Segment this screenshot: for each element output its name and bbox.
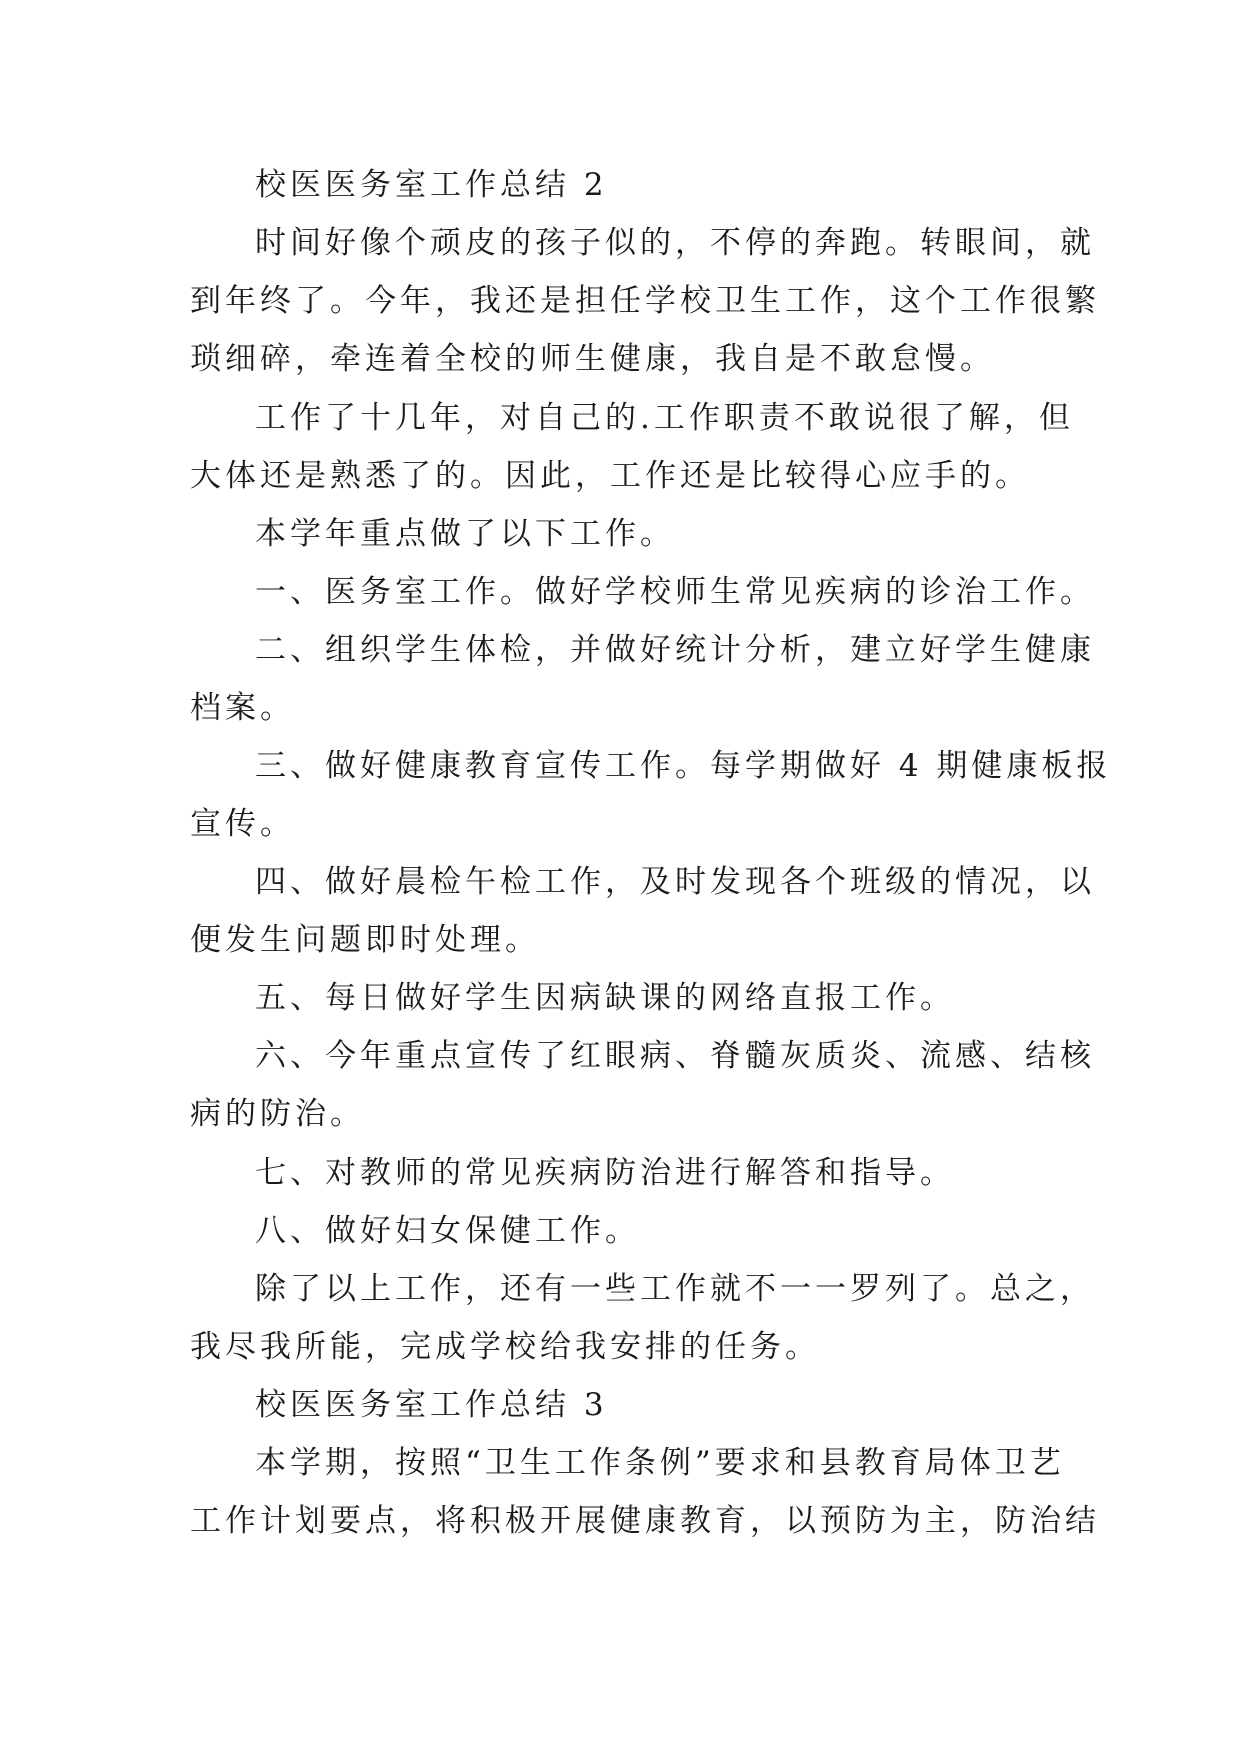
paragraph-line: 工作计划要点，将积极开展健康教育，以预防为主，防治结 bbox=[190, 1503, 1100, 1539]
section-heading: 校医医务室工作总结 2 bbox=[255, 167, 608, 203]
list-item-continuation: 档案。 bbox=[190, 690, 295, 726]
list-item: 五、每日做好学生因病缺课的网络直报工作。 bbox=[255, 980, 955, 1016]
list-item-continuation: 宣传。 bbox=[190, 806, 295, 842]
list-item-continuation: 便发生问题即时处理。 bbox=[190, 922, 540, 958]
paragraph-line: 工作了十几年，对自己的.工作职责不敢说很了解，但 bbox=[255, 400, 1074, 436]
list-item: 七、对教师的常见疾病防治进行解答和指导。 bbox=[255, 1155, 955, 1191]
paragraph-line: 我尽我所能，完成学校给我安排的任务。 bbox=[190, 1329, 820, 1365]
paragraph-line: 琐细碎，牵连着全校的师生健康，我自是不敢怠慢。 bbox=[190, 341, 995, 377]
list-item: 三、做好健康教育宣传工作。每学期做好 4 期健康板报 bbox=[255, 748, 1112, 784]
paragraph-line: 大体还是熟悉了的。因此，工作还是比较得心应手的。 bbox=[190, 458, 1030, 494]
paragraph-line: 本学期，按照“卫生工作条例”要求和县教育局体卫艺 bbox=[255, 1445, 1065, 1481]
section-heading: 校医医务室工作总结 3 bbox=[255, 1387, 608, 1423]
list-item: 四、做好晨检午检工作，及时发现各个班级的情况，以 bbox=[255, 864, 1095, 900]
list-item-continuation: 病的防治。 bbox=[190, 1096, 365, 1132]
paragraph-line: 时间好像个顽皮的孩子似的，不停的奔跑。转眼间，就 bbox=[255, 225, 1095, 261]
paragraph-line: 本学年重点做了以下工作。 bbox=[255, 516, 675, 552]
paragraph-line: 除了以上工作，还有一些工作就不一一罗列了。总之， bbox=[255, 1271, 1095, 1307]
paragraph-line: 到年终了。今年，我还是担任学校卫生工作，这个工作很繁 bbox=[190, 283, 1100, 319]
list-item: 六、今年重点宣传了红眼病、脊髓灰质炎、流感、结核 bbox=[255, 1038, 1095, 1074]
list-item: 二、组织学生体检，并做好统计分析，建立好学生健康 bbox=[255, 632, 1095, 668]
list-item: 八、做好妇女保健工作。 bbox=[255, 1213, 640, 1249]
list-item: 一、医务室工作。做好学校师生常见疾病的诊治工作。 bbox=[255, 574, 1095, 610]
